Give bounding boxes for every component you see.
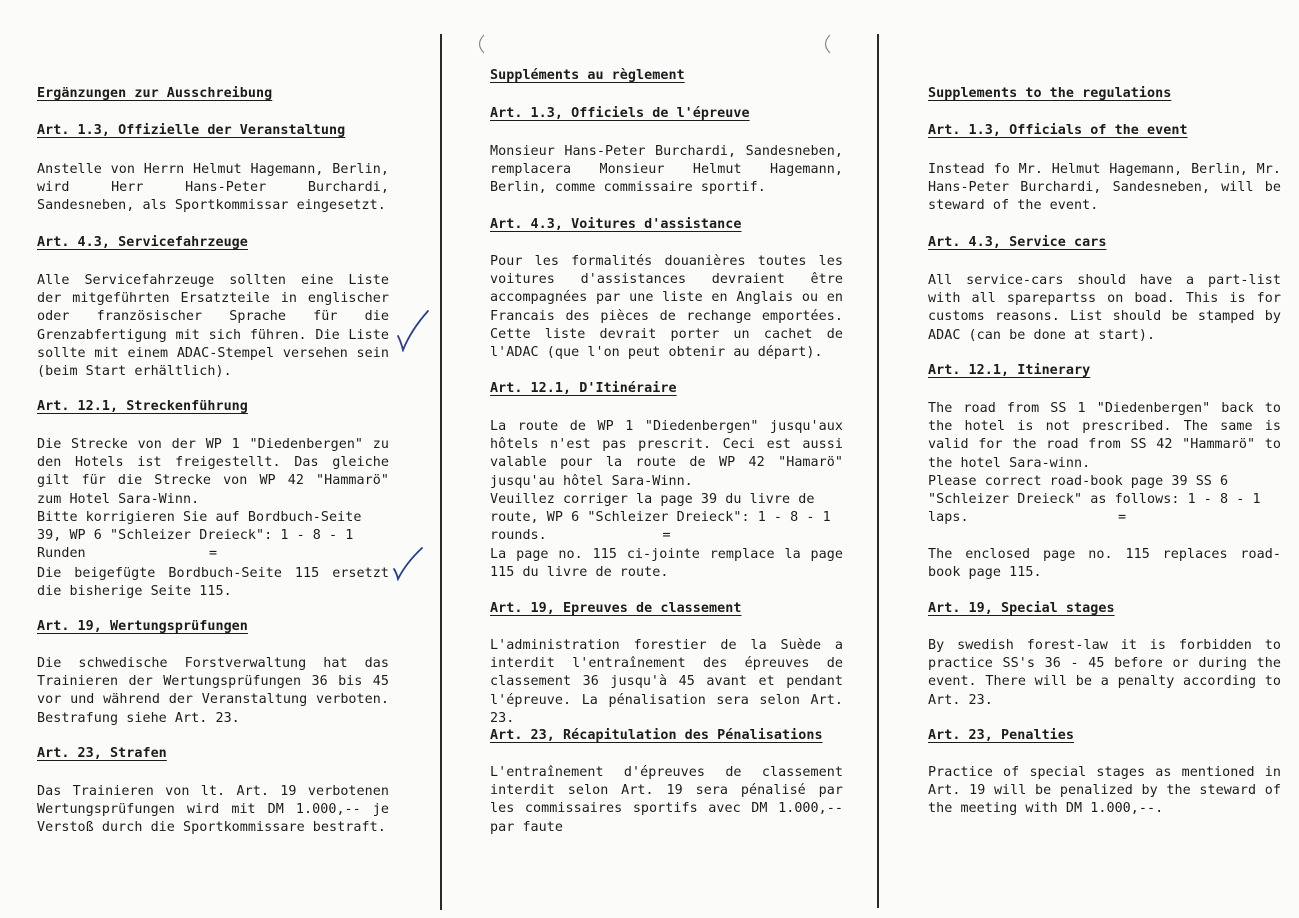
english-art-12-1-replacement: The enclosed page no. 115 replaces road-book page 115.	[928, 547, 1281, 581]
punch-hole-mark-icon	[472, 33, 488, 55]
punch-hole-mark-icon	[818, 33, 834, 55]
french-art-12-1-correction: Veuillez corriger la page 39 du livre de route, WP 6 "Schleizer Dreieck": 1 - 8 - 1 rounds.	[490, 492, 831, 544]
column-divider-left	[440, 34, 442, 910]
french-art-23-heading: Art. 23, Récapitulation des Pénalisations	[490, 728, 823, 743]
english-title: Supplements to the regulations	[928, 86, 1172, 101]
column-divider-right	[877, 34, 879, 908]
german-art-19-text: Die schwedische Forstverwaltung hat das Trainieren der Wertungsprüfungen 36 bis 45 vor und während der Veranstaltung verboten. Bestrafung siehe Art. 23.	[37, 656, 389, 726]
german-art-19-heading: Art. 19, Wertungsprüfungen	[37, 619, 248, 634]
english-art-23-text: Practice of special stages as mentioned in Art. 19 will be penalized by the steward of the meeting with DM 1.000,--.	[928, 765, 1281, 817]
german-art-1-3-heading: Art. 1.3, Offizielle der Veranstaltung	[37, 123, 346, 138]
english-art-4-3-text: All service-cars should have a part-list with all sparepartss on boad. This is for customs reasons. List should be stamped by ADAC (can be done at start).	[928, 273, 1281, 343]
english-art-1-3-heading: Art. 1.3, Officials of the event	[928, 123, 1188, 138]
french-art-12-1-text: La route de WP 1 "Diedenbergen" jusqu'aux hôtels n'est pas prescrit. Ceci est aussi valable pour la route de WP 42 "Hamarö" jusqu'au hôtel Sara-Winn.	[490, 419, 843, 489]
french-title: Suppléments au règlement	[490, 68, 685, 83]
german-art-12-1-text: Die Strecke von der WP 1 "Diedenbergen" zu den Hotels ist freigestellt. Das gleiche gilt für die Strecke von WP 42 "Hammarö" zum Hotel Sara-Winn.	[37, 437, 389, 507]
english-art-19-heading: Art. 19, Special stages	[928, 601, 1115, 616]
german-art-12-1-correction: Bitte korrigieren Sie auf Bordbuch-Seite 39, WP 6 "Schleizer Dreieck": 1 - 8 - 1 Runden	[37, 510, 362, 562]
german-art-4-3-heading: Art. 4.3, Servicefahrzeuge	[37, 235, 248, 250]
german-art-12-1-equals: =	[208, 546, 218, 561]
french-art-12-1-equals: =	[662, 528, 671, 543]
german-art-1-3-text: Anstelle von Herrn Helmut Hagemann, Berlin, wird Herr Hans-Peter Burchardi, Sandesneben, als Sportkommissar eingesetzt.	[37, 162, 389, 214]
checkmark-icon	[395, 308, 431, 352]
french-art-12-1-replacement: La page no. 115 ci-jointe remplace la page 115 du livre de route.	[490, 547, 843, 581]
french-art-19-heading: Art. 19, Epreuves de classement	[490, 601, 742, 616]
german-art-23-text: Das Trainieren von lt. Art. 19 verbotenen Wertungsprüfungen wird mit DM 1.000,-- je Verstoß durch die Sportkommissare bestraft.	[37, 784, 389, 836]
checkmark-icon	[391, 545, 425, 581]
german-title: Ergänzungen zur Ausschreibung	[37, 86, 273, 101]
german-art-12-1-heading: Art. 12.1, Streckenführung	[37, 399, 248, 414]
french-art-1-3-text: Monsieur Hans-Peter Burchardi, Sandesneben, remplacera Monsieur Helmut Hagemann, Berlin, comme commissaire sportif.	[490, 144, 843, 196]
german-art-4-3-text: Alle Servicefahrzeuge sollten eine Liste der mitgeführten Ersatzteile in englischer oder französischer Sprache für die Grenzabfertigung mit sich führen. Die Liste sollte mit einem ADAC-Stempel versehen sein (beim Start erhältlich).	[37, 273, 389, 380]
english-art-19-text: By swedish forest-law it is forbidden to practice SS's 36 - 45 before or during the event. There will be a penalty according to Art. 23.	[928, 638, 1281, 708]
english-art-12-1-correction: Please correct road-book page 39 SS 6 "Schleizer Dreieck" as follows: 1 - 8 - 1 laps.	[928, 474, 1261, 526]
english-art-12-1-equals: =	[1118, 510, 1127, 525]
english-art-23-heading: Art. 23, Penalties	[928, 728, 1075, 743]
french-art-4-3-heading: Art. 4.3, Voitures d'assistance	[490, 217, 742, 232]
french-art-23-text: L'entraînement d'épreuves de classement interdit selon Art. 19 sera pénalisé par les commissaires sportifs avec DM 1.000,-- par faute	[490, 765, 843, 835]
english-art-1-3-text: Instead fo Mr. Helmut Hagemann, Berlin, Mr. Hans-Peter Burchardi, Sandesneben, will be steward of the event.	[928, 162, 1281, 214]
french-art-4-3-text: Pour les formalités douanières toutes les voitures d'assistances devraient être accompagnées par une liste en Anglais ou en Francais des pièces de rechange emportées. Cette liste devrait porter un cachet de l'ADAC (que l'on peut obtenir au départ).	[490, 254, 843, 361]
french-art-1-3-heading: Art. 1.3, Officiels de l'épreuve	[490, 106, 750, 121]
german-art-23-heading: Art. 23, Strafen	[37, 746, 167, 761]
french-art-19-text: L'administration forestier de la Suède a interdit l'entraînement des épreuves de classement 36 jusqu'à 45 avant et pendant l'épreuve. La pénalisation sera selon Art. 23.	[490, 638, 843, 726]
german-art-12-1-replacement: Die beigefügte Bordbuch-Seite 115 ersetzt die bisherige Seite 115.	[37, 566, 389, 600]
english-art-12-1-text: The road from SS 1 "Diedenbergen" back to the hotel is not prescribed. The same is valid for the road from SS 42 "Hammarö" to the hotel Sara-winn.	[928, 401, 1281, 471]
english-art-4-3-heading: Art. 4.3, Service cars	[928, 235, 1107, 250]
french-art-12-1-heading: Art. 12.1, D'Itinéraire	[490, 381, 677, 396]
english-art-12-1-heading: Art. 12.1, Itinerary	[928, 363, 1091, 378]
